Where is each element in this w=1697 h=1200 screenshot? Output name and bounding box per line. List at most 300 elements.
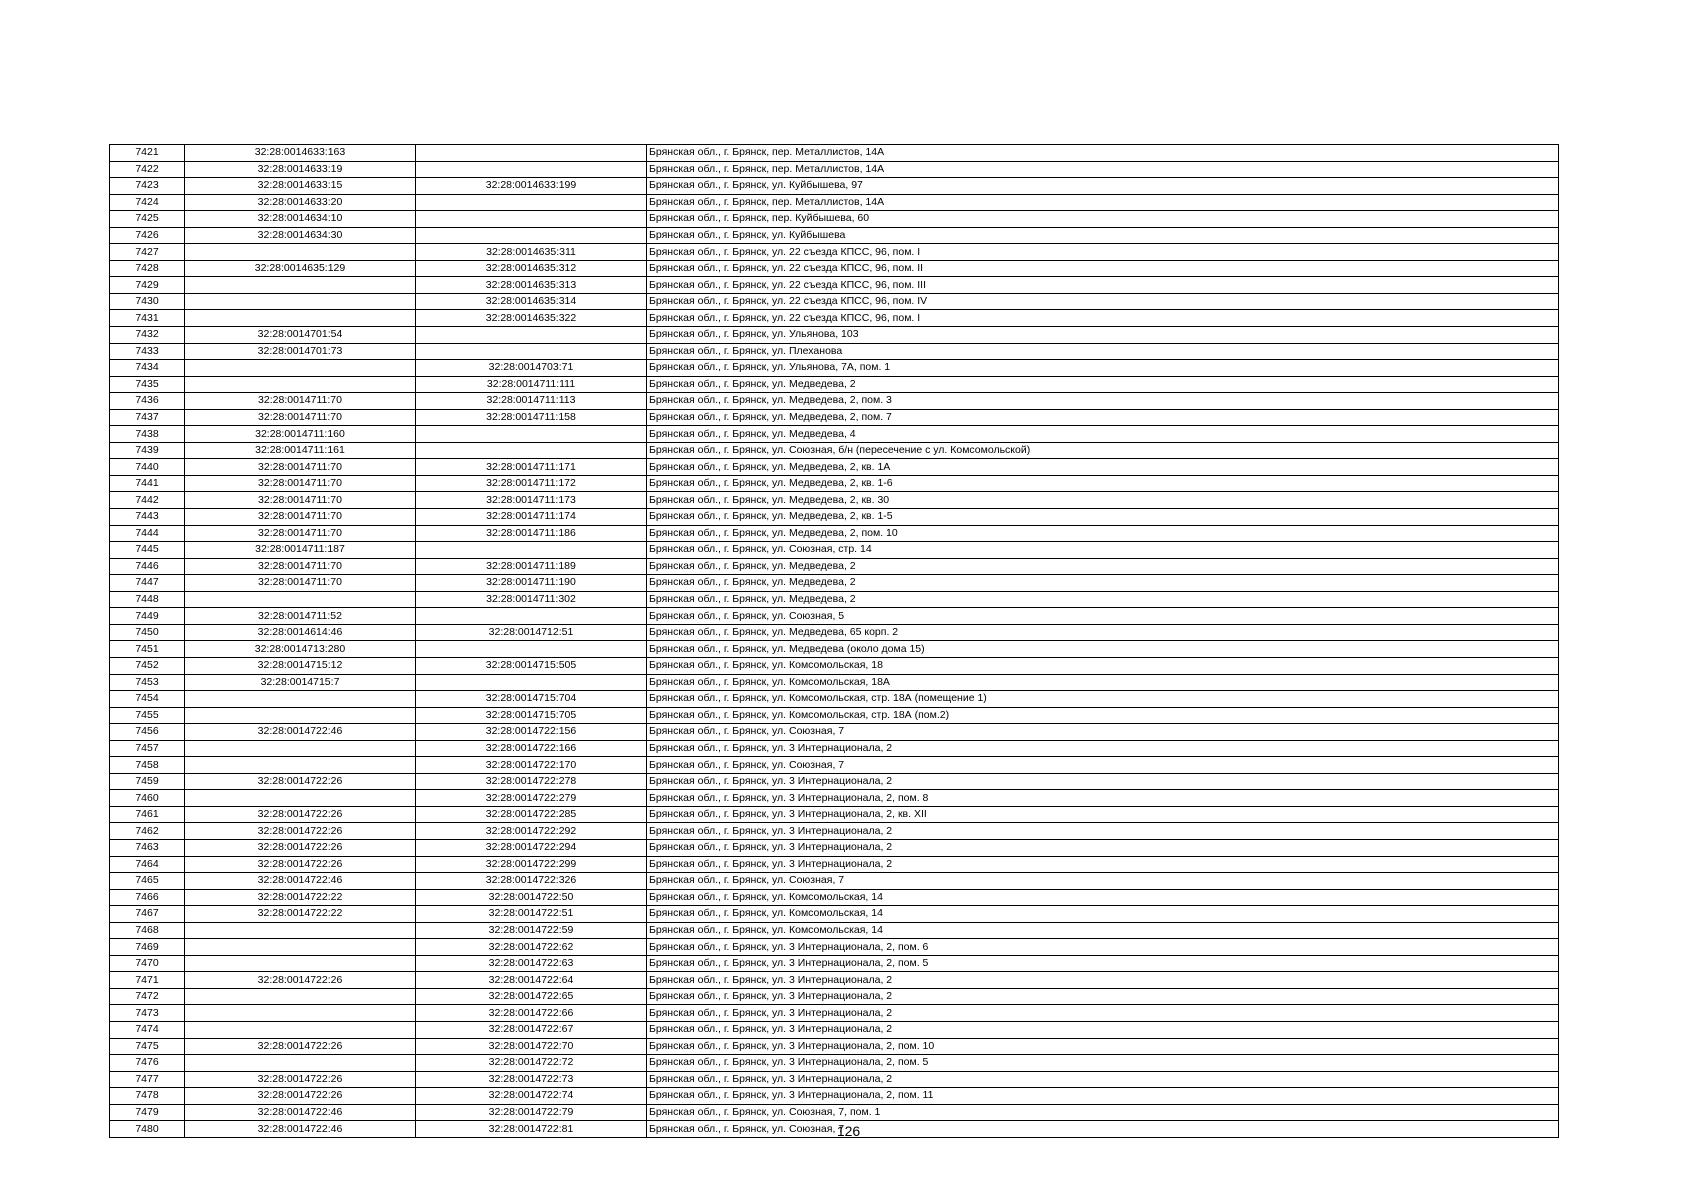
table-row [110, 442, 1559, 459]
table-row [110, 757, 1559, 774]
cadastral-number [416, 442, 647, 459]
table-row [110, 1021, 1559, 1038]
parent-cadastral-number [185, 591, 416, 608]
address: Брянская обл., г. Брянск, ул. Ульянова, 103 [647, 327, 1559, 344]
parent-cadastral-number [185, 691, 416, 708]
table-row [110, 988, 1559, 1005]
cadastral-number: 32:28:0014711:111 [416, 376, 647, 393]
parent-cadastral-number [185, 310, 416, 327]
table-row [110, 856, 1559, 873]
parent-cadastral-number [185, 757, 416, 774]
row-number: 7468 [110, 922, 185, 939]
cadastral-number [416, 542, 647, 559]
row-number: 7447 [110, 575, 185, 592]
address: Брянская обл., г. Брянск, ул. Комсомольская, 14 [647, 922, 1559, 939]
parent-cadastral-number: 32:28:0014711:70 [185, 509, 416, 526]
cadastral-number [416, 161, 647, 178]
parent-cadastral-number: 32:28:0014711:187 [185, 542, 416, 559]
address: Брянская обл., г. Брянск, ул. 3 Интернационала, 2, пом. 6 [647, 939, 1559, 956]
row-number: 7478 [110, 1088, 185, 1105]
address: Брянская обл., г. Брянск, ул. Медведева, 2, пом. 3 [647, 393, 1559, 410]
row-number: 7444 [110, 525, 185, 542]
row-number: 7464 [110, 856, 185, 873]
page-number: 126 [836, 1123, 861, 1139]
table-row [110, 327, 1559, 344]
table-row [110, 922, 1559, 939]
address: Брянская обл., г. Брянск, ул. 3 Интернационала, 2 [647, 740, 1559, 757]
table-row [110, 145, 1559, 162]
row-number: 7445 [110, 542, 185, 559]
table-row [110, 806, 1559, 823]
row-number: 7461 [110, 806, 185, 823]
table-row [110, 1071, 1559, 1088]
table-row [110, 194, 1559, 211]
cadastral-number: 32:28:0014703:71 [416, 360, 647, 377]
table-row [110, 591, 1559, 608]
parent-cadastral-number: 32:28:0014711:52 [185, 608, 416, 625]
address: Брянская обл., г. Брянск, пер. Куйбышева, 60 [647, 211, 1559, 228]
row-number: 7472 [110, 988, 185, 1005]
parent-cadastral-number [185, 293, 416, 310]
row-number: 7432 [110, 327, 185, 344]
cadastral-number: 32:28:0014711:171 [416, 459, 647, 476]
cadastral-number [416, 343, 647, 360]
row-number: 7425 [110, 211, 185, 228]
table-row [110, 360, 1559, 377]
cadastral-number: 32:28:0014711:302 [416, 591, 647, 608]
table-row [110, 409, 1559, 426]
row-number: 7469 [110, 939, 185, 956]
address: Брянская обл., г. Брянск, ул. 22 съезда КПСС, 96, пом. III [647, 277, 1559, 294]
cadastral-number [416, 327, 647, 344]
table-row [110, 691, 1559, 708]
address: Брянская обл., г. Брянск, пер. Металлистов, 14А [647, 161, 1559, 178]
cadastral-number: 32:28:0014722:70 [416, 1038, 647, 1055]
cadastral-number [416, 674, 647, 691]
parent-cadastral-number: 32:28:0014614:46 [185, 624, 416, 641]
parent-cadastral-number: 32:28:0014722:26 [185, 972, 416, 989]
row-number: 7479 [110, 1104, 185, 1121]
cadastral-number: 32:28:0014722:279 [416, 790, 647, 807]
table-row [110, 624, 1559, 641]
table-row [110, 674, 1559, 691]
table-row [110, 492, 1559, 509]
address: Брянская обл., г. Брянск, ул. Союзная, 7 [647, 724, 1559, 741]
address: Брянская обл., г. Брянск, ул. Медведева, 2, пом. 7 [647, 409, 1559, 426]
cadastral-number: 32:28:0014722:170 [416, 757, 647, 774]
table-row [110, 558, 1559, 575]
address: Брянская обл., г. Брянск, ул. Ульянова, 7А, пом. 1 [647, 360, 1559, 377]
parent-cadastral-number: 32:28:0014711:70 [185, 575, 416, 592]
parent-cadastral-number [185, 1005, 416, 1022]
parent-cadastral-number: 32:28:0014711:161 [185, 442, 416, 459]
cadastral-number: 32:28:0014722:63 [416, 955, 647, 972]
row-number: 7434 [110, 360, 185, 377]
address: Брянская обл., г. Брянск, ул. Комсомольская, стр. 18А (пом.2) [647, 707, 1559, 724]
table-row [110, 972, 1559, 989]
cadastral-number: 32:28:0014635:314 [416, 293, 647, 310]
table-row [110, 509, 1559, 526]
parent-cadastral-number: 32:28:0014633:15 [185, 178, 416, 195]
address: Брянская обл., г. Брянск, ул. Куйбышева [647, 227, 1559, 244]
address: Брянская обл., г. Брянск, ул. 3 Интернационала, 2 [647, 972, 1559, 989]
row-number: 7429 [110, 277, 185, 294]
table-row [110, 823, 1559, 840]
address: Брянская обл., г. Брянск, ул. 22 съезда КПСС, 96, пом. IV [647, 293, 1559, 310]
address: Брянская обл., г. Брянск, ул. Медведева, 2 [647, 575, 1559, 592]
address: Брянская обл., г. Брянск, пер. Металлистов, 14А [647, 145, 1559, 162]
property-table [109, 144, 1559, 1138]
parent-cadastral-number: 32:28:0014711:70 [185, 525, 416, 542]
row-number: 7465 [110, 873, 185, 890]
address: Брянская обл., г. Брянск, ул. 3 Интернационала, 2, пом. 11 [647, 1088, 1559, 1105]
row-number: 7475 [110, 1038, 185, 1055]
cadastral-number: 32:28:0014722:64 [416, 972, 647, 989]
cadastral-number [416, 608, 647, 625]
row-number: 7426 [110, 227, 185, 244]
cadastral-number: 32:28:0014722:81 [416, 1121, 647, 1138]
table-row [110, 1038, 1559, 1055]
parent-cadastral-number: 32:28:0014635:129 [185, 260, 416, 277]
cadastral-number: 32:28:0014715:705 [416, 707, 647, 724]
table-row [110, 773, 1559, 790]
row-number: 7443 [110, 509, 185, 526]
parent-cadastral-number: 32:28:0014711:160 [185, 426, 416, 443]
cadastral-number: 32:28:0014722:292 [416, 823, 647, 840]
row-number: 7453 [110, 674, 185, 691]
cadastral-number: 32:28:0014715:505 [416, 657, 647, 674]
address: Брянская обл., г. Брянск, ул. Комсомольская, 18А [647, 674, 1559, 691]
address: Брянская обл., г. Брянск, ул. Медведева, 2 [647, 376, 1559, 393]
row-number: 7458 [110, 757, 185, 774]
cadastral-number [416, 641, 647, 658]
address: Брянская обл., г. Брянск, ул. 3 Интернационала, 2, кв. XII [647, 806, 1559, 823]
address: Брянская обл., г. Брянск, ул. Медведева, 4 [647, 426, 1559, 443]
table-row [110, 790, 1559, 807]
table-row [110, 707, 1559, 724]
parent-cadastral-number: 32:28:0014634:30 [185, 227, 416, 244]
row-number: 7428 [110, 260, 185, 277]
address: Брянская обл., г. Брянск, ул. 22 съезда КПСС, 96, пом. I [647, 244, 1559, 261]
table-row [110, 310, 1559, 327]
cadastral-number: 32:28:0014711:174 [416, 509, 647, 526]
address: Брянская обл., г. Брянск, ул. Медведева, 2 [647, 558, 1559, 575]
cadastral-number: 32:28:0014722:50 [416, 889, 647, 906]
parent-cadastral-number: 32:28:0014715:12 [185, 657, 416, 674]
address: Брянская обл., г. Брянск, ул. Союзная, б/н (пересечение с ул. Комсомольской) [647, 442, 1559, 459]
cadastral-number: 32:28:0014722:73 [416, 1071, 647, 1088]
parent-cadastral-number: 32:28:0014711:70 [185, 459, 416, 476]
cadastral-number: 32:28:0014711:173 [416, 492, 647, 509]
address: Брянская обл., г. Брянск, ул. 3 Интернационала, 2, пом. 10 [647, 1038, 1559, 1055]
cadastral-number: 32:28:0014722:66 [416, 1005, 647, 1022]
parent-cadastral-number: 32:28:0014722:26 [185, 839, 416, 856]
cadastral-number: 32:28:0014722:72 [416, 1055, 647, 1072]
address: Брянская обл., г. Брянск, ул. Плеханова [647, 343, 1559, 360]
table-row [110, 1088, 1559, 1105]
table-row [110, 161, 1559, 178]
row-number: 7455 [110, 707, 185, 724]
parent-cadastral-number: 32:28:0014722:26 [185, 823, 416, 840]
cadastral-number [416, 426, 647, 443]
parent-cadastral-number [185, 1021, 416, 1038]
cadastral-number: 32:28:0014635:322 [416, 310, 647, 327]
address: Брянская обл., г. Брянск, ул. Союзная, 5 [647, 608, 1559, 625]
address: Брянская обл., г. Брянск, пер. Металлистов, 14А [647, 194, 1559, 211]
row-number: 7450 [110, 624, 185, 641]
row-number: 7463 [110, 839, 185, 856]
table-row [110, 227, 1559, 244]
address: Брянская обл., г. Брянск, ул. Медведева, 2, кв. 1-5 [647, 509, 1559, 526]
table-row [110, 293, 1559, 310]
cadastral-number [416, 227, 647, 244]
table-row [110, 906, 1559, 923]
parent-cadastral-number: 32:28:0014722:26 [185, 806, 416, 823]
row-number: 7476 [110, 1055, 185, 1072]
table-row [110, 1104, 1559, 1121]
row-number: 7437 [110, 409, 185, 426]
parent-cadastral-number: 32:28:0014722:26 [185, 1088, 416, 1105]
row-number: 7462 [110, 823, 185, 840]
parent-cadastral-number: 32:28:0014633:19 [185, 161, 416, 178]
address: Брянская обл., г. Брянск, ул. Союзная, 7 [647, 1121, 1559, 1138]
cadastral-number [416, 145, 647, 162]
table-row [110, 839, 1559, 856]
row-number: 7424 [110, 194, 185, 211]
row-number: 7446 [110, 558, 185, 575]
row-number: 7449 [110, 608, 185, 625]
table-row [110, 1005, 1559, 1022]
address: Брянская обл., г. Брянск, ул. Медведева, 2, кв. 1-6 [647, 475, 1559, 492]
row-number: 7421 [110, 145, 185, 162]
parent-cadastral-number [185, 376, 416, 393]
row-number: 7466 [110, 889, 185, 906]
table-row [110, 459, 1559, 476]
table-row [110, 542, 1559, 559]
address: Брянская обл., г. Брянск, ул. Куйбышева, 97 [647, 178, 1559, 195]
cadastral-number: 32:28:0014711:190 [416, 575, 647, 592]
cadastral-number: 32:28:0014711:172 [416, 475, 647, 492]
parent-cadastral-number: 32:28:0014711:70 [185, 409, 416, 426]
address: Брянская обл., г. Брянск, ул. 3 Интернационала, 2, пом. 5 [647, 955, 1559, 972]
row-number: 7471 [110, 972, 185, 989]
cadastral-number: 32:28:0014722:62 [416, 939, 647, 956]
parent-cadastral-number: 32:28:0014722:46 [185, 1121, 416, 1138]
table-row [110, 740, 1559, 757]
parent-cadastral-number [185, 277, 416, 294]
table-row [110, 608, 1559, 625]
table-row [110, 873, 1559, 890]
cadastral-number: 32:28:0014635:312 [416, 260, 647, 277]
parent-cadastral-number: 32:28:0014634:10 [185, 211, 416, 228]
cadastral-number: 32:28:0014722:59 [416, 922, 647, 939]
address: Брянская обл., г. Брянск, ул. 3 Интернационала, 2 [647, 773, 1559, 790]
cadastral-number: 32:28:0014722:74 [416, 1088, 647, 1105]
parent-cadastral-number [185, 988, 416, 1005]
table-row [110, 376, 1559, 393]
table-row [110, 575, 1559, 592]
parent-cadastral-number: 32:28:0014722:46 [185, 724, 416, 741]
table-row [110, 955, 1559, 972]
cadastral-number: 32:28:0014635:311 [416, 244, 647, 261]
address: Брянская обл., г. Брянск, ул. 3 Интернационала, 2 [647, 1005, 1559, 1022]
cadastral-number: 32:28:0014722:294 [416, 839, 647, 856]
table-row [110, 525, 1559, 542]
parent-cadastral-number: 32:28:0014722:46 [185, 1104, 416, 1121]
parent-cadastral-number: 32:28:0014722:26 [185, 773, 416, 790]
row-number: 7423 [110, 178, 185, 195]
cadastral-number: 32:28:0014722:65 [416, 988, 647, 1005]
address: Брянская обл., г. Брянск, ул. Медведева, 2, кв. 1А [647, 459, 1559, 476]
cadastral-number: 32:28:0014722:326 [416, 873, 647, 890]
parent-cadastral-number: 32:28:0014715:7 [185, 674, 416, 691]
cadastral-number: 32:28:0014715:704 [416, 691, 647, 708]
parent-cadastral-number: 32:28:0014633:20 [185, 194, 416, 211]
address: Брянская обл., г. Брянск, ул. Союзная, 7 [647, 873, 1559, 890]
cadastral-number: 32:28:0014712:51 [416, 624, 647, 641]
row-number: 7422 [110, 161, 185, 178]
row-number: 7454 [110, 691, 185, 708]
parent-cadastral-number [185, 1055, 416, 1072]
address: Брянская обл., г. Брянск, ул. Комсомольская, 14 [647, 889, 1559, 906]
row-number: 7448 [110, 591, 185, 608]
cadastral-number: 32:28:0014711:113 [416, 393, 647, 410]
row-number: 7436 [110, 393, 185, 410]
table-row [110, 641, 1559, 658]
row-number: 7427 [110, 244, 185, 261]
row-number: 7474 [110, 1021, 185, 1038]
parent-cadastral-number: 32:28:0014713:280 [185, 641, 416, 658]
table-row [110, 211, 1559, 228]
table-row [110, 889, 1559, 906]
cadastral-number: 32:28:0014635:313 [416, 277, 647, 294]
row-number: 7438 [110, 426, 185, 443]
address: Брянская обл., г. Брянск, ул. Медведева, 2 [647, 591, 1559, 608]
table-row [110, 178, 1559, 195]
row-number: 7441 [110, 475, 185, 492]
parent-cadastral-number: 32:28:0014711:70 [185, 393, 416, 410]
parent-cadastral-number: 32:28:0014711:70 [185, 492, 416, 509]
table-row [110, 343, 1559, 360]
table-row [110, 657, 1559, 674]
address: Брянская обл., г. Брянск, ул. 22 съезда КПСС, 96, пом. I [647, 310, 1559, 327]
address: Брянская обл., г. Брянск, ул. 3 Интернационала, 2, пом. 5 [647, 1055, 1559, 1072]
cadastral-number: 32:28:0014633:199 [416, 178, 647, 195]
cadastral-number [416, 194, 647, 211]
row-number: 7439 [110, 442, 185, 459]
row-number: 7442 [110, 492, 185, 509]
row-number: 7480 [110, 1121, 185, 1138]
parent-cadastral-number: 32:28:0014722:26 [185, 1071, 416, 1088]
table-row [110, 475, 1559, 492]
cadastral-number: 32:28:0014722:67 [416, 1021, 647, 1038]
row-number: 7459 [110, 773, 185, 790]
parent-cadastral-number [185, 922, 416, 939]
parent-cadastral-number: 32:28:0014722:46 [185, 873, 416, 890]
address: Брянская обл., г. Брянск, ул. 3 Интернационала, 2 [647, 839, 1559, 856]
address: Брянская обл., г. Брянск, ул. 3 Интернационала, 2 [647, 1071, 1559, 1088]
parent-cadastral-number [185, 707, 416, 724]
parent-cadastral-number: 32:28:0014711:70 [185, 475, 416, 492]
row-number: 7440 [110, 459, 185, 476]
cadastral-number: 32:28:0014711:186 [416, 525, 647, 542]
cadastral-number: 32:28:0014722:278 [416, 773, 647, 790]
row-number: 7473 [110, 1005, 185, 1022]
parent-cadastral-number: 32:28:0014701:73 [185, 343, 416, 360]
address: Брянская обл., г. Брянск, ул. Медведева, 65 корп. 2 [647, 624, 1559, 641]
row-number: 7460 [110, 790, 185, 807]
table-row [110, 277, 1559, 294]
parent-cadastral-number [185, 740, 416, 757]
cadastral-number [416, 211, 647, 228]
row-number: 7435 [110, 376, 185, 393]
address: Брянская обл., г. Брянск, ул. Союзная, 7 [647, 757, 1559, 774]
address: Брянская обл., г. Брянск, ул. Медведева (около дома 15) [647, 641, 1559, 658]
address: Брянская обл., г. Брянск, ул. Союзная, стр. 14 [647, 542, 1559, 559]
address: Брянская обл., г. Брянск, ул. Союзная, 7, пом. 1 [647, 1104, 1559, 1121]
parent-cadastral-number [185, 955, 416, 972]
row-number: 7456 [110, 724, 185, 741]
address: Брянская обл., г. Брянск, ул. Медведева, 2, пом. 10 [647, 525, 1559, 542]
table-row [110, 244, 1559, 261]
row-number: 7470 [110, 955, 185, 972]
row-number: 7430 [110, 293, 185, 310]
cadastral-number: 32:28:0014722:51 [416, 906, 647, 923]
parent-cadastral-number: 32:28:0014701:54 [185, 327, 416, 344]
parent-cadastral-number: 32:28:0014722:26 [185, 1038, 416, 1055]
parent-cadastral-number: 32:28:0014722:26 [185, 856, 416, 873]
cadastral-number: 32:28:0014722:156 [416, 724, 647, 741]
table-row [110, 393, 1559, 410]
parent-cadastral-number: 32:28:0014722:22 [185, 906, 416, 923]
parent-cadastral-number: 32:28:0014711:70 [185, 558, 416, 575]
table-row [110, 1055, 1559, 1072]
row-number: 7431 [110, 310, 185, 327]
cadastral-number: 32:28:0014722:299 [416, 856, 647, 873]
cadastral-number: 32:28:0014711:158 [416, 409, 647, 426]
address: Брянская обл., г. Брянск, ул. Медведева, 2, кв. 30 [647, 492, 1559, 509]
table-row [110, 260, 1559, 277]
address: Брянская обл., г. Брянск, ул. 3 Интернационала, 2 [647, 856, 1559, 873]
parent-cadastral-number [185, 790, 416, 807]
address: Брянская обл., г. Брянск, ул. 22 съезда КПСС, 96, пом. II [647, 260, 1559, 277]
address: Брянская обл., г. Брянск, ул. Комсомольская, стр. 18А (помещение 1) [647, 691, 1559, 708]
property-table-body [110, 145, 1559, 1138]
row-number: 7451 [110, 641, 185, 658]
row-number: 7467 [110, 906, 185, 923]
row-number: 7433 [110, 343, 185, 360]
parent-cadastral-number [185, 360, 416, 377]
row-number: 7452 [110, 657, 185, 674]
cadastral-number: 32:28:0014722:285 [416, 806, 647, 823]
address: Брянская обл., г. Брянск, ул. 3 Интернационала, 2 [647, 988, 1559, 1005]
table-row [110, 939, 1559, 956]
address: Брянская обл., г. Брянск, ул. 3 Интернационала, 2, пом. 8 [647, 790, 1559, 807]
parent-cadastral-number [185, 244, 416, 261]
cadastral-number: 32:28:0014722:166 [416, 740, 647, 757]
table-row [110, 426, 1559, 443]
row-number: 7477 [110, 1071, 185, 1088]
address: Брянская обл., г. Брянск, ул. Комсомольская, 14 [647, 906, 1559, 923]
parent-cadastral-number [185, 939, 416, 956]
cadastral-number: 32:28:0014722:79 [416, 1104, 647, 1121]
address: Брянская обл., г. Брянск, ул. 3 Интернационала, 2 [647, 1021, 1559, 1038]
table-row [110, 724, 1559, 741]
address: Брянская обл., г. Брянск, ул. 3 Интернационала, 2 [647, 823, 1559, 840]
address: Брянская обл., г. Брянск, ул. Комсомольская, 18 [647, 657, 1559, 674]
parent-cadastral-number: 32:28:0014633:163 [185, 145, 416, 162]
parent-cadastral-number: 32:28:0014722:22 [185, 889, 416, 906]
